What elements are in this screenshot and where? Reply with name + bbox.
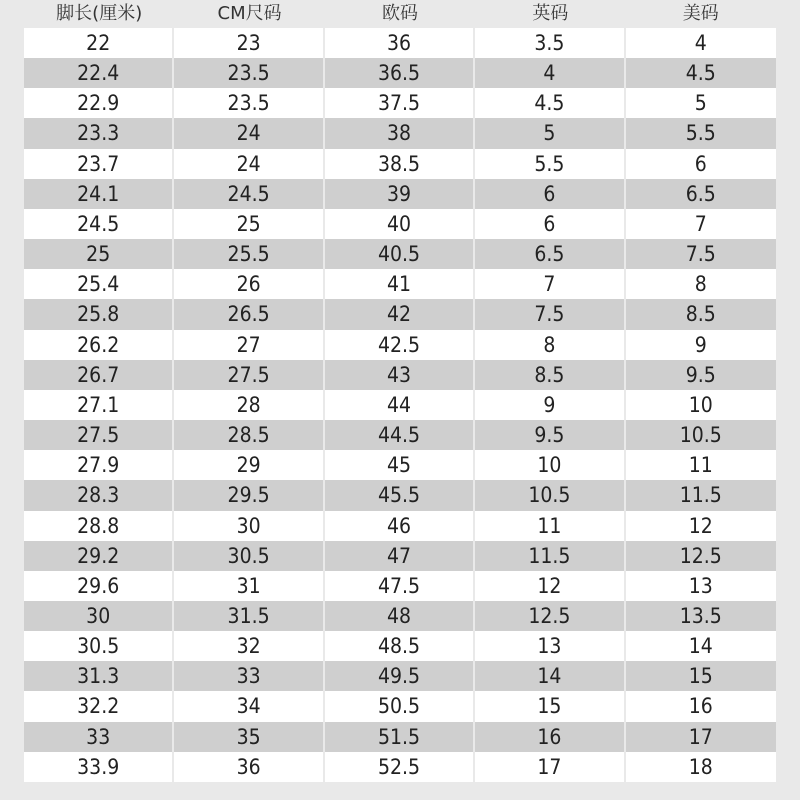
cell-foot-length: 23.7: [24, 149, 174, 179]
cell-eu-size: 47.5: [325, 571, 475, 601]
cell-foot-length: 28.3: [24, 480, 174, 510]
cell-uk-size: 10.5: [475, 480, 625, 510]
cell-cm-size: 29.5: [174, 480, 324, 510]
cell-cm-size: 31: [174, 571, 324, 601]
cell-us-size: 11.5: [626, 480, 776, 510]
cell-us-size: 17: [626, 722, 776, 752]
cell-us-size: 4: [626, 28, 776, 58]
cell-foot-length: 32.2: [24, 691, 174, 721]
cell-us-size: 4.5: [626, 58, 776, 88]
header-eu-size: 欧码: [381, 3, 418, 24]
table-row: [24, 118, 776, 148]
cell-foot-length: 23.3: [24, 118, 174, 148]
cell-foot-length: 33: [24, 722, 174, 752]
cell-uk-size: 4.5: [475, 88, 625, 118]
table-row: [24, 299, 776, 329]
table-row: [24, 571, 776, 601]
table-row: [24, 450, 776, 480]
cell-foot-length: 26.7: [24, 360, 174, 390]
cell-uk-size: 3.5: [475, 28, 625, 58]
cell-eu-size: 43: [325, 360, 475, 390]
cell-cm-size: 27: [174, 330, 324, 360]
cell-us-size: 8.5: [626, 299, 776, 329]
cell-cm-size: 27.5: [174, 360, 324, 390]
cell-foot-length: 25: [24, 239, 174, 269]
cell-foot-length: 33.9: [24, 752, 174, 782]
cell-cm-size: 23.5: [174, 58, 324, 88]
cell-eu-size: 42.5: [325, 330, 475, 360]
cell-cm-size: 29: [174, 450, 324, 480]
table-header: [24, 0, 776, 28]
cell-uk-size: 6.5: [475, 239, 625, 269]
cell-us-size: 8: [626, 269, 776, 299]
cell-us-size: 9: [626, 330, 776, 360]
cell-eu-size: 40: [325, 209, 475, 239]
cell-eu-size: 41: [325, 269, 475, 299]
cell-foot-length: 27.9: [24, 450, 174, 480]
cell-eu-size: 52.5: [325, 752, 475, 782]
cell-uk-size: 16: [475, 722, 625, 752]
table-row: [24, 88, 776, 118]
cell-eu-size: 44: [325, 390, 475, 420]
cell-uk-size: 12.5: [475, 601, 625, 631]
cell-foot-length: 24.1: [24, 179, 174, 209]
cell-eu-size: 45: [325, 450, 475, 480]
table-row: [24, 601, 776, 631]
cell-cm-size: 23: [174, 28, 324, 58]
cell-cm-size: 31.5: [174, 601, 324, 631]
cell-foot-length: 29.6: [24, 571, 174, 601]
cell-eu-size: 42: [325, 299, 475, 329]
cell-foot-length: 30.5: [24, 631, 174, 661]
table-row: [24, 691, 776, 721]
cell-cm-size: 28: [174, 390, 324, 420]
table-row: [24, 269, 776, 299]
cell-foot-length: 31.3: [24, 661, 174, 691]
cell-uk-size: 13: [475, 631, 625, 661]
cell-foot-length: 28.8: [24, 511, 174, 541]
cell-cm-size: 26: [174, 269, 324, 299]
cell-uk-size: 4: [475, 58, 625, 88]
cell-cm-size: 30: [174, 511, 324, 541]
cell-us-size: 18: [626, 752, 776, 782]
table-row: [24, 58, 776, 88]
cell-foot-length: 24.5: [24, 209, 174, 239]
cell-cm-size: 25: [174, 209, 324, 239]
cell-eu-size: 38.5: [325, 149, 475, 179]
cell-uk-size: 9: [475, 390, 625, 420]
header-cm-size: CM尺码: [217, 3, 282, 24]
table-row: [24, 752, 776, 782]
cell-us-size: 7: [626, 209, 776, 239]
cell-cm-size: 35: [174, 722, 324, 752]
header-foot-length: 脚长(厘米): [56, 3, 143, 24]
cell-eu-size: 38: [325, 118, 475, 148]
cell-foot-length: 27.5: [24, 420, 174, 450]
cell-us-size: 12: [626, 511, 776, 541]
cell-cm-size: 33: [174, 661, 324, 691]
cell-cm-size: 24: [174, 118, 324, 148]
table-row: [24, 239, 776, 269]
cell-us-size: 5.5: [626, 118, 776, 148]
cell-foot-length: 22: [24, 28, 174, 58]
cell-cm-size: 28.5: [174, 420, 324, 450]
cell-eu-size: 36: [325, 28, 475, 58]
cell-us-size: 14: [626, 631, 776, 661]
cell-cm-size: 30.5: [174, 541, 324, 571]
cell-eu-size: 48: [325, 601, 475, 631]
cell-uk-size: 5: [475, 118, 625, 148]
cell-uk-size: 14: [475, 661, 625, 691]
table-row: [24, 179, 776, 209]
cell-uk-size: 8: [475, 330, 625, 360]
table-row: [24, 420, 776, 450]
cell-foot-length: 25.4: [24, 269, 174, 299]
cell-uk-size: 12: [475, 571, 625, 601]
cell-us-size: 7.5: [626, 239, 776, 269]
cell-uk-size: 11.5: [475, 541, 625, 571]
cell-us-size: 13.5: [626, 601, 776, 631]
header-us-size: 美码: [682, 3, 719, 24]
table-row: [24, 390, 776, 420]
cell-us-size: 6: [626, 149, 776, 179]
cell-uk-size: 6: [475, 179, 625, 209]
cell-uk-size: 5.5: [475, 149, 625, 179]
cell-us-size: 12.5: [626, 541, 776, 571]
cell-eu-size: 48.5: [325, 631, 475, 661]
cell-uk-size: 6: [475, 209, 625, 239]
table-row: [24, 722, 776, 752]
table-row: [24, 661, 776, 691]
table-row: [24, 28, 776, 58]
table-row: [24, 541, 776, 571]
cell-us-size: 5: [626, 88, 776, 118]
cell-cm-size: 34: [174, 691, 324, 721]
table-row: [24, 360, 776, 390]
table-row: [24, 149, 776, 179]
cell-foot-length: 29.2: [24, 541, 174, 571]
cell-foot-length: 25.8: [24, 299, 174, 329]
cell-eu-size: 39: [325, 179, 475, 209]
cell-us-size: 15: [626, 661, 776, 691]
cell-us-size: 13: [626, 571, 776, 601]
table-row: [24, 631, 776, 661]
cell-eu-size: 51.5: [325, 722, 475, 752]
cell-uk-size: 9.5: [475, 420, 625, 450]
cell-us-size: 6.5: [626, 179, 776, 209]
cell-us-size: 11: [626, 450, 776, 480]
cell-foot-length: 26.2: [24, 330, 174, 360]
cell-cm-size: 32: [174, 631, 324, 661]
cell-cm-size: 36: [174, 752, 324, 782]
cell-us-size: 16: [626, 691, 776, 721]
cell-eu-size: 50.5: [325, 691, 475, 721]
cell-eu-size: 44.5: [325, 420, 475, 450]
table-row: [24, 330, 776, 360]
cell-eu-size: 36.5: [325, 58, 475, 88]
cell-foot-length: 22.4: [24, 58, 174, 88]
cell-foot-length: 22.9: [24, 88, 174, 118]
cell-eu-size: 49.5: [325, 661, 475, 691]
cell-us-size: 10.5: [626, 420, 776, 450]
cell-uk-size: 15: [475, 691, 625, 721]
cell-eu-size: 46: [325, 511, 475, 541]
cell-cm-size: 24.5: [174, 179, 324, 209]
table-row: [24, 511, 776, 541]
cell-cm-size: 26.5: [174, 299, 324, 329]
table-row: [24, 480, 776, 510]
cell-eu-size: 37.5: [325, 88, 475, 118]
header-uk-size: 英码: [532, 3, 569, 24]
size-table: [24, 28, 776, 782]
cell-uk-size: 17: [475, 752, 625, 782]
cell-foot-length: 30: [24, 601, 174, 631]
cell-uk-size: 8.5: [475, 360, 625, 390]
cell-uk-size: 11: [475, 511, 625, 541]
cell-uk-size: 10: [475, 450, 625, 480]
cell-eu-size: 40.5: [325, 239, 475, 269]
cell-uk-size: 7: [475, 269, 625, 299]
cell-eu-size: 47: [325, 541, 475, 571]
cell-eu-size: 45.5: [325, 480, 475, 510]
cell-us-size: 9.5: [626, 360, 776, 390]
cell-cm-size: 24: [174, 149, 324, 179]
cell-uk-size: 7.5: [475, 299, 625, 329]
table-row: [24, 209, 776, 239]
cell-cm-size: 25.5: [174, 239, 324, 269]
cell-cm-size: 23.5: [174, 88, 324, 118]
cell-us-size: 10: [626, 390, 776, 420]
cell-foot-length: 27.1: [24, 390, 174, 420]
